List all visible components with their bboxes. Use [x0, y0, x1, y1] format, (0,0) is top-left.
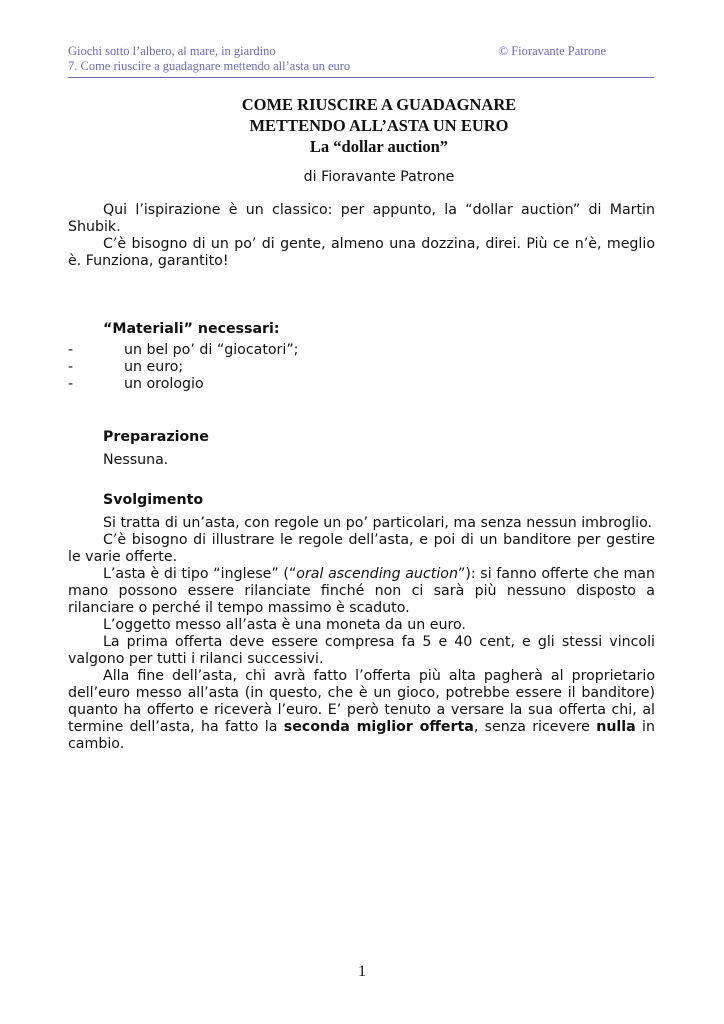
title-line2: METTENDO ALL’ASTA UN EURO [249, 116, 509, 135]
svolgimento-paragraph-3 [68, 566, 655, 617]
p3-text-end: ”): si fanno offerte che man mano possono essere rilanciate finché non ci sarà più nessuno disposto a rilanciare o perché il tempo massimo è scaduto. [68, 566, 655, 616]
intro-paragraph-1: Qui l’ispirazione è un classico: per appunto, la “dollar auction” di Martin Shubik. [68, 202, 655, 235]
svolgimento-paragraph-2: C’è bisogno di illustrare le regole dell’asta, e poi di un banditore per gestire le varie offerte. [68, 532, 655, 565]
header-left-line1: Giochi sotto l’albero, al mare, in giardino [68, 44, 276, 58]
intro-paragraph-2: C’è bisogno di un po’ di gente, almeno una dozzina, direi. Più ce n’è, meglio è. Funziona, garantito! [68, 236, 655, 269]
list-item: - un euro; [68, 359, 655, 376]
p6-bold-nothing: nulla [596, 719, 636, 735]
page-content [68, 94, 655, 753]
preparazione-text: Nessuna. [103, 452, 169, 468]
p3-italic-term: oral ascending auction [296, 566, 458, 582]
p6-text-start: Alla fine dell’asta, chi avrà fatto l’offerta più alta pagherà al proprietario dell’euro messo all’asta (in questo, che è un gioco, potrebbe essere il banditore) quanto ha offerto e riceverà l’euro. E’ però tenuto a versare la sua offerta chi, al termine dell’asta, ha fatto la [68, 668, 655, 735]
header-rule [68, 77, 654, 78]
page-number: 1 [358, 963, 366, 980]
author-line: di Fioravante Patrone [303, 169, 455, 185]
title-line3: La “dollar auction” [309, 137, 449, 156]
title-line1: COME RIUSCIRE A GUADAGNARE [241, 95, 517, 114]
header-left-line2: 7. Come riuscire a guadagnare mettendo all’asta un euro [68, 59, 351, 73]
svolgimento-paragraph-5: La prima offerta deve essere compresa fa 5 e 40 cent, e gli stessi vincoli valgono per tutti i rilanci successivi. [68, 634, 655, 667]
intro-block [68, 202, 655, 270]
materiali-heading: “Materiali” necessari: [103, 321, 280, 337]
svolgimento-paragraph-6 [68, 668, 655, 753]
list-item: - un orologio [68, 376, 655, 393]
svolgimento-paragraph-4: L’oggetto messo all’asta è una moneta da un euro. [103, 617, 466, 633]
p6-text-end: in cambio. [68, 719, 655, 752]
svolgimento-paragraph-1: Si tratta di un’asta, con regole un po’ particolari, ma senza nessun imbroglio. [103, 515, 653, 531]
p3-text-start: L’asta è di tipo “inglese” (“ [103, 566, 297, 582]
svolgimento-heading: Svolgimento [103, 492, 204, 508]
preparazione-heading: Preparazione [103, 429, 209, 445]
svolgimento-block [68, 515, 655, 753]
p6-bold-second-offer: seconda miglior offerta [283, 719, 474, 735]
materiali-list [68, 342, 655, 393]
list-item: - un bel po’ di “giocatori”; [68, 342, 655, 359]
p6-text-mid: , senza ricevere [473, 719, 597, 735]
header-copyright: © Fioravante Patrone [498, 44, 606, 58]
